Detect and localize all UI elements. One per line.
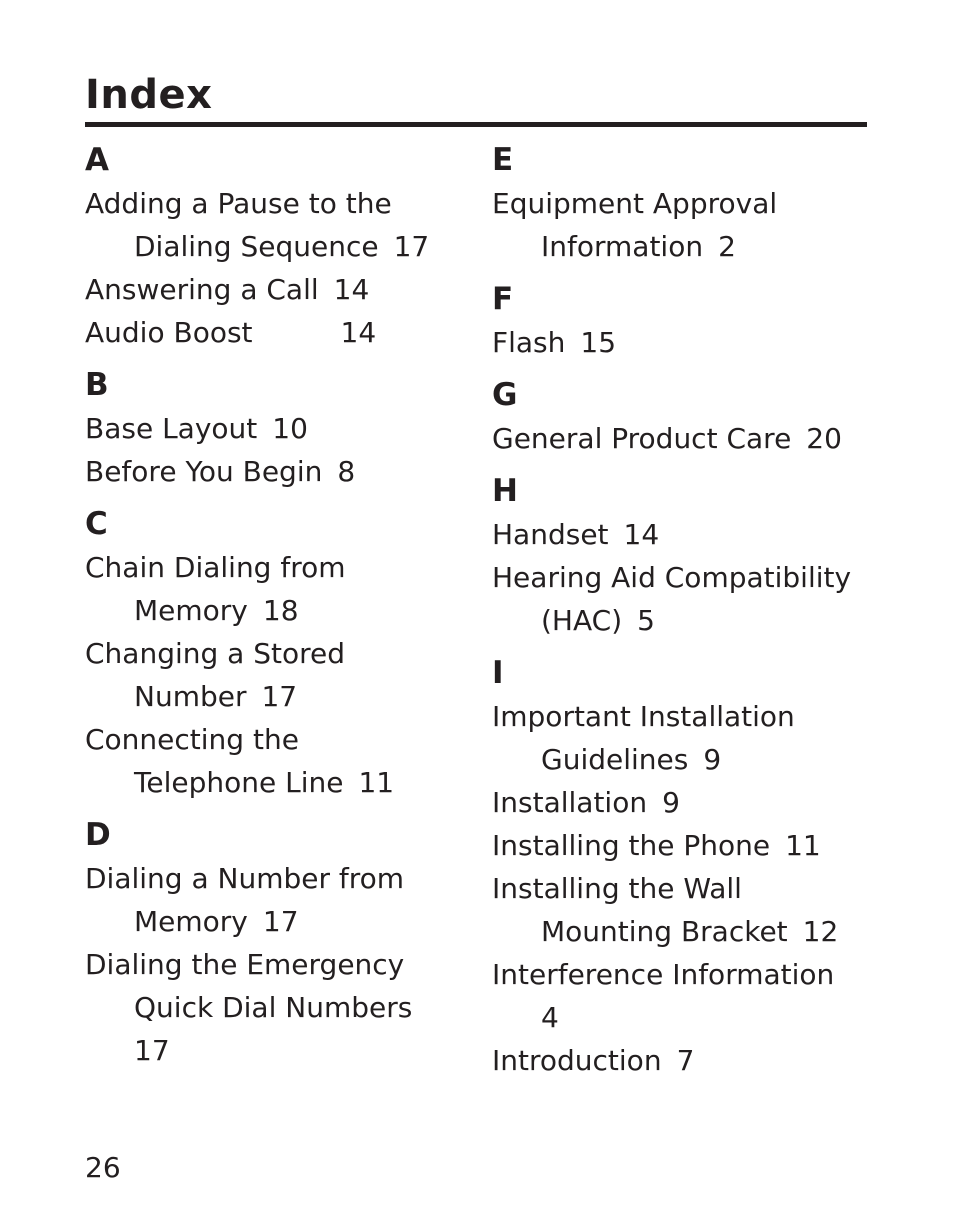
entry-line (492, 996, 905, 1039)
entry-line (85, 450, 492, 493)
entry-text: Dialing the Emergency (85, 948, 405, 981)
index-entry (492, 556, 905, 642)
page-title: Index (85, 72, 213, 118)
entry-line (85, 943, 492, 986)
entry-text: Installation (492, 786, 648, 819)
index-section-h (492, 470, 905, 642)
entry-page-number: 15 (580, 326, 617, 359)
entry-line (492, 321, 905, 364)
index-entry (85, 407, 492, 450)
entry-page-number: 12 (802, 915, 839, 948)
entry-line (492, 225, 905, 268)
entry-text: Interference Information (492, 958, 835, 991)
section-letter: C (85, 506, 108, 542)
entry-text: Mounting Bracket (541, 915, 788, 948)
entry-line (85, 900, 492, 943)
entry-text: Handset (492, 518, 609, 551)
entry-text: Audio Boost (85, 316, 253, 349)
column-right (492, 139, 905, 1082)
entry-page-number: 10 (272, 412, 308, 445)
entry-text: Hearing Aid Compatibility (492, 561, 852, 594)
index-section-e (492, 139, 905, 268)
index-section-d (85, 814, 492, 1072)
entry-line (85, 986, 492, 1029)
entry-page-number: 20 (806, 422, 842, 455)
entry-line (85, 1029, 492, 1072)
index-entry (492, 321, 905, 364)
index-entry (492, 781, 905, 824)
index-columns (85, 139, 905, 1082)
section-letter: A (85, 142, 109, 178)
entry-page-number: 17 (262, 905, 299, 938)
index-entry (492, 695, 905, 781)
page-header (85, 72, 867, 127)
index-entry (85, 718, 492, 804)
index-entry (85, 311, 492, 354)
entry-text: Installing the Phone (492, 829, 771, 862)
entry-page-number: 14 (333, 273, 370, 306)
entry-line (85, 761, 492, 804)
entry-line (492, 556, 905, 599)
title-underline (85, 122, 867, 127)
index-entry (492, 953, 905, 1039)
entry-line (492, 417, 905, 460)
entry-page-number: 18 (262, 594, 299, 627)
index-entry (85, 857, 492, 943)
entry-page-number: 11 (785, 829, 821, 862)
index-entry (85, 268, 492, 311)
entry-line (85, 182, 492, 225)
index-entry (492, 417, 905, 460)
entry-line (85, 407, 492, 450)
entry-page-number: 17 (134, 1034, 170, 1067)
index-entry (492, 1039, 905, 1082)
index-entry (492, 513, 905, 556)
entry-text: Connecting the (85, 723, 299, 756)
entry-text: Memory (134, 594, 248, 627)
section-letter: G (492, 377, 518, 413)
entry-line (85, 546, 492, 589)
entry-page-number: 17 (261, 680, 298, 713)
index-entry (85, 182, 492, 268)
entry-text: Equipment Approval (492, 187, 778, 220)
entry-page-number: 14 (623, 518, 660, 551)
entry-line (85, 311, 492, 354)
entry-line (492, 953, 905, 996)
entry-page-number: 9 (703, 743, 722, 776)
section-letter: I (492, 655, 504, 691)
entry-page-number: 17 (393, 230, 430, 263)
entry-line (85, 857, 492, 900)
index-entry (85, 546, 492, 632)
entry-line (85, 632, 492, 675)
entry-text: Before You Begin (85, 455, 323, 488)
section-letter: D (85, 817, 111, 853)
entry-page-number: 8 (337, 455, 356, 488)
entry-text: Flash (492, 326, 566, 359)
entry-text: Guidelines (541, 743, 689, 776)
page-number: 26 (85, 1151, 121, 1184)
entry-text: Number (134, 680, 247, 713)
entry-page-number: 14 (340, 316, 377, 349)
entry-text: Memory (134, 905, 248, 938)
index-entry (85, 450, 492, 493)
entry-page-number: 2 (718, 230, 736, 263)
entry-text: Changing a Stored (85, 637, 346, 670)
index-section-g (492, 374, 905, 460)
entry-text: Answering a Call (85, 273, 319, 306)
section-letter: B (85, 367, 109, 403)
column-left (85, 139, 492, 1082)
entry-line (492, 513, 905, 556)
entry-text: Quick Dial Numbers (134, 991, 413, 1024)
index-section-c (85, 503, 492, 804)
entry-line (492, 738, 905, 781)
section-letter: E (492, 142, 514, 178)
entry-text: Dialing Sequence (134, 230, 379, 263)
index-section-b (85, 364, 492, 493)
index-section-a (85, 139, 492, 354)
entry-text: General Product Care (492, 422, 792, 455)
entry-text: Dialing a Number from (85, 862, 405, 895)
index-entry (492, 867, 905, 953)
index-section-i (492, 652, 905, 1082)
entry-text: Important Installation (492, 700, 795, 733)
entry-text: Information (541, 230, 704, 263)
entry-line (492, 867, 905, 910)
section-letter: H (492, 473, 518, 509)
entry-line (85, 589, 492, 632)
entry-line (492, 824, 905, 867)
index-entry (85, 632, 492, 718)
entry-text: Installing the Wall (492, 872, 742, 905)
entry-page-number: 4 (541, 1001, 559, 1034)
index-entry (492, 824, 905, 867)
entry-line (492, 781, 905, 824)
entry-page-number: 11 (358, 766, 395, 799)
entry-line (492, 1039, 905, 1082)
entry-line (85, 675, 492, 718)
entry-page-number: 9 (662, 786, 680, 819)
entry-page-number: 5 (637, 604, 655, 637)
entry-text: Adding a Pause to the (85, 187, 392, 220)
entry-line (492, 182, 905, 225)
entry-text: Introduction (492, 1044, 662, 1077)
index-section-f (492, 278, 905, 364)
entry-text: Base Layout (85, 412, 258, 445)
entry-line (85, 718, 492, 761)
entry-line (492, 695, 905, 738)
entry-line (492, 910, 905, 953)
entry-page-number: 7 (676, 1044, 695, 1077)
entry-line (85, 225, 492, 268)
entry-line (492, 599, 905, 642)
index-entry (85, 943, 492, 1072)
entry-text: Chain Dialing from (85, 551, 346, 584)
section-letter: F (492, 281, 514, 317)
entry-line (85, 268, 492, 311)
index-entry (492, 182, 905, 268)
entry-text: Telephone Line (134, 766, 344, 799)
entry-text: (HAC) (541, 604, 623, 637)
